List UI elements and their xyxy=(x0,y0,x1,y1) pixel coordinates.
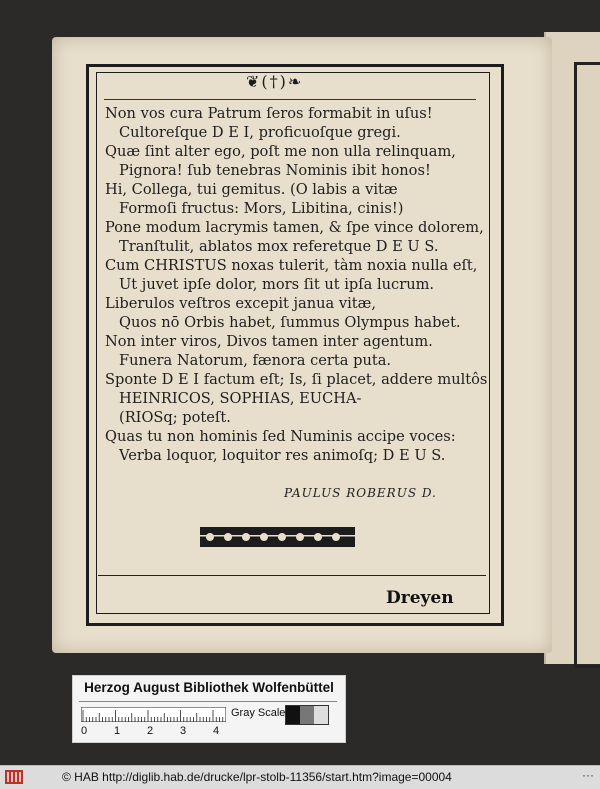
verse-line: Cum CHRISTUS noxas tulerit, tàm noxia nulla eſt, xyxy=(105,257,478,274)
hab-logo-icon[interactable] xyxy=(5,770,23,784)
verse-line: Quos nō Orbis habet, ſummus Olympus habet. xyxy=(119,314,461,331)
verse-line: Quæ ſint alter ego, poſt me non ulla relinquam, xyxy=(105,143,456,160)
verse-line: Pignora! ſub tenebras Nominis ibit honos! xyxy=(119,162,431,179)
gray-scale-label: Gray Scale xyxy=(231,707,286,719)
library-title: Herzog August Bibliothek Wolfenbüttel xyxy=(84,680,334,695)
verse-line: Verba loquor, loquitor res animoſq; D E U S. xyxy=(119,447,446,464)
bottom-rule xyxy=(98,575,486,576)
gray-scale-swatch xyxy=(285,705,329,725)
color-chart-card: Herzog August Bibliothek Wolfenbüttel 0 1 2 3 4 Gray Scale xyxy=(72,675,346,743)
verse-line: Funera Natorum, fænora certa puta. xyxy=(119,352,392,369)
verse-line: Non vos cura Patrum ſeros formabit in uſus! xyxy=(105,105,433,122)
signature: PAULUS ROBERUS D. xyxy=(284,486,437,500)
verse-line: Tranſtulit, ablatos mox referetque D E U S. xyxy=(119,238,439,255)
head-ornament: ❦(†)❧ xyxy=(246,72,304,91)
copyright-url[interactable]: © HAB http://diglib.hab.de/drucke/lpr-stolb-11356/start.htm?image=00004 xyxy=(62,770,452,784)
verse-line: Hi, Collega, tui gemitus. (O labis a vitæ xyxy=(105,181,398,198)
cm-ruler xyxy=(81,707,226,722)
verse-line: Non inter viros, Divos tamen inter agentum. xyxy=(105,333,433,350)
verse-line: Formoſi fructus: Mors, Libitina, cinis!) xyxy=(119,200,404,217)
verse-line: Quas tu non hominis ſed Numinis accipe voces: xyxy=(105,428,456,445)
facing-page xyxy=(544,32,600,664)
verse-line: HEINRICOS, SOPHIAS, EUCHA- xyxy=(119,390,362,407)
tailpiece-ornament xyxy=(200,527,355,547)
verse-line: Liberulos veſtros excepit janua vitæ, xyxy=(105,295,377,312)
catchword: Dreyen xyxy=(386,588,454,608)
verse-line: Cultoreſque D E I, proficuoſque gregi. xyxy=(119,124,401,141)
verse-line: Ut juvet ipſe dolor, mors ſit ut ipſa lucrum. xyxy=(119,276,435,293)
verse-line: Pone modum lacrymis tamen, & ſpe vince dolorem, xyxy=(105,219,484,236)
poem-text xyxy=(105,104,488,465)
top-rule xyxy=(104,99,476,100)
viewer-footer xyxy=(0,765,600,789)
verse-line: Sponte D E I factum eſt; Is, ſi placet, addere multôs xyxy=(105,371,488,388)
more-options-icon[interactable]: ··· xyxy=(582,768,594,782)
verse-line: (RIOSq; poteſt. xyxy=(119,409,231,426)
